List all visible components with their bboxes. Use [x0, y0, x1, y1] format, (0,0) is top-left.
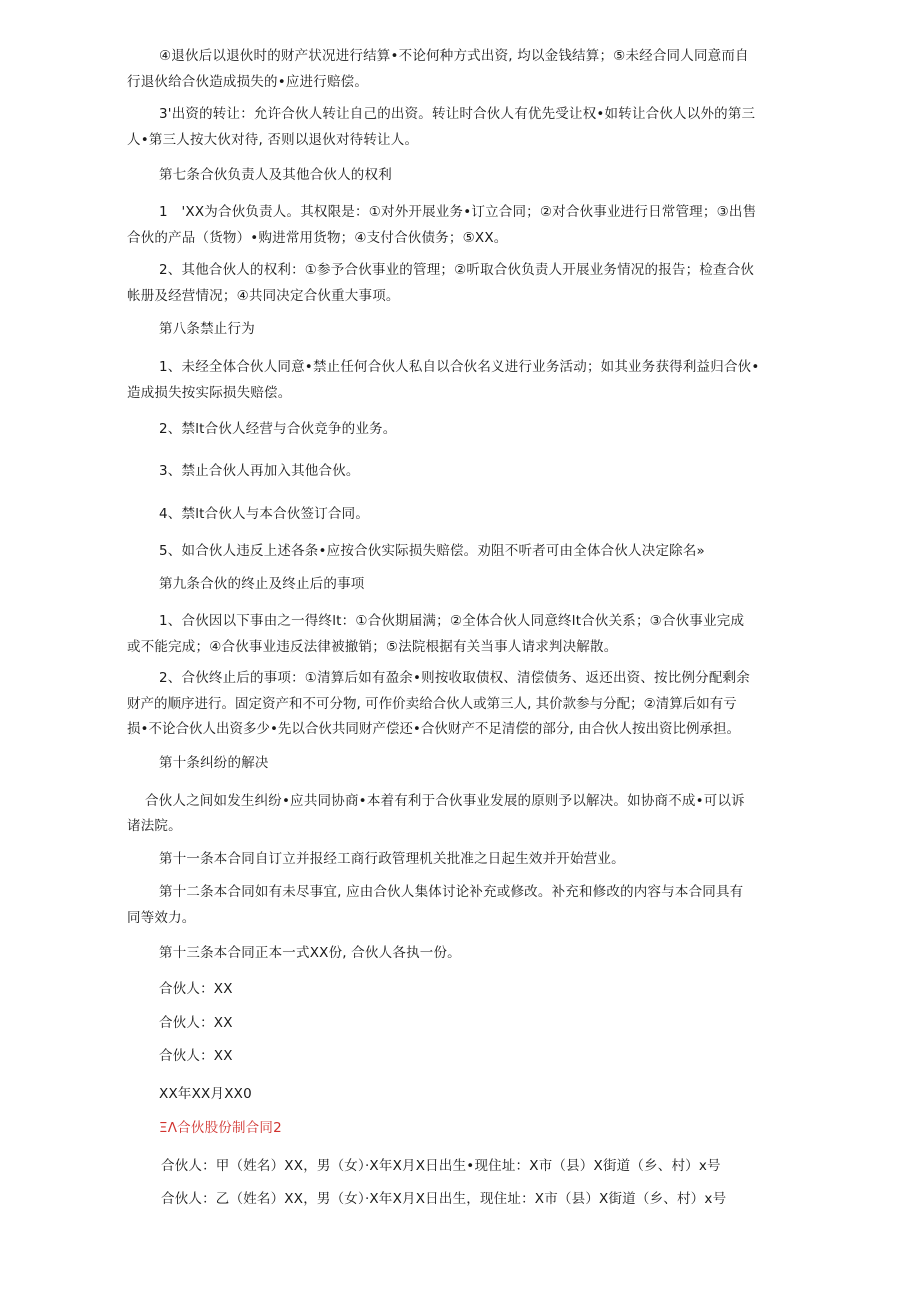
text-line: 2、其他合伙人的权利：①参予合伙事业的管理；②听取合伙负责人开展业务情况的报告；检查合伙 [159, 262, 755, 278]
text-line: 合伙人之间如发生纠纷•应共同协商•本着有利于合伙事业发展的原则予以解决。如协商不成•可以诉 [145, 793, 745, 809]
text-line: 4、禁lt合伙人与本合伙签订合同。 [159, 506, 370, 522]
text-line: 第十一条本合同自订立并报经工商行政管理机关批准之日起生效并开始营业。 [159, 851, 625, 867]
text-line: 3、禁止合伙人再加入其他合伙。 [159, 463, 360, 479]
text-line: 2、禁lt合伙人经营与合伙竞争的业务。 [159, 421, 397, 437]
text-line: 损•不论合伙人出资多少•先以合伙共同财产偿还•合伙财产不足清偿的部分, 由合伙人按出资比例承担。 [127, 721, 740, 737]
text-line: 合伙的产品（货物）•购进常用货物；④支付合伙债务；⑤XX。 [127, 230, 508, 246]
text-line: 或不能完成；④合伙事业违反法律被撤销；⑤法院根据有关当事人请求判决解散。 [127, 639, 618, 655]
signature-line: 合伙人：XX [159, 981, 233, 997]
section-heading: 第七条合伙负责人及其他合伙人的权利 [159, 167, 392, 183]
text-line: 1 'XX为合伙负责人。其权限是：①对外开展业务•订立合同；②对合伙事业进行日常管理；③出售 [159, 204, 757, 220]
signature-line: 合伙人：XX [159, 1048, 233, 1064]
text-line: 人•第三人按大伙对待, 否则以退伙对待转让人。 [127, 132, 419, 148]
section-heading: 第八条禁止行为 [159, 321, 255, 337]
section-heading: 第十条纠纷的解决 [159, 755, 269, 771]
text-line: 财产的顺序进行。固定资产和不可分物, 可作价卖给合伙人或第三人, 其价款参与分配；②清算后如有亏 [127, 696, 737, 712]
text-line: 诸法院。 [127, 818, 182, 834]
signature-line: 合伙人：XX [159, 1015, 233, 1031]
text-line: 同等效力。 [127, 910, 196, 926]
text-line: 1、未经全体合伙人同意•禁止任何合伙人私自以合伙名义进行业务活动；如其业务获得利益归合伙• [159, 359, 760, 375]
text-line: 第十二条本合同如有未尽事宜, 应由合伙人集体讨论补充或修改。补充和修改的内容与本合同具有 [159, 884, 744, 900]
text-line: 2、合伙终止后的事项：①清算后如有盈余•则按收取债权、清偿债务、返还出资、按比例分配剩余 [159, 670, 750, 686]
section-heading: 第九条合伙的终止及终止后的事项 [159, 576, 365, 592]
text-line: 合伙人：乙（姓名）XX，男（女）·X年X月X日出生，现住址：X市（县）X街道（乡、村）x号 [161, 1191, 727, 1207]
red-section-title: ΞΛ合伙股份制合同2 [159, 1120, 282, 1136]
date-line: XX年XX月XX0 [159, 1086, 252, 1102]
text-line: ④退伙后以退伙时的财产状况进行结算•不论何种方式出资, 均以金钱结算；⑤未经合同人同意而自 [159, 48, 749, 64]
text-line: 第十三条本合同正本一式XX份, 合伙人各执一份。 [159, 945, 461, 961]
text-line: 合伙人：甲（姓名）XX，男（女）·X年X月X日出生•现住址：X市（县）X街道（乡、村）x号 [161, 1158, 721, 1174]
text-line: 行退伙给合伙造成损失的•应进行赔偿。 [127, 74, 369, 90]
text-line: 3'出资的转让：允许合伙人转让自己的出资。转让时合伙人有优先受让权•如转让合伙人以外的第三 [159, 106, 756, 122]
text-line: 5、如合伙人违反上述各条•应按合伙实际损失赔偿。劝阻不听者可由全体合伙人决定除名» [159, 543, 706, 559]
text-line: 造成损失按实际损失赔偿。 [127, 385, 292, 401]
text-line: 1、合伙因以下事由之一得终lt：①合伙期届满；②全体合伙人同意终lt合伙关系；③合伙事业完成 [159, 613, 745, 629]
text-line: 帐册及经营情况；④共同决定合伙重大事项。 [127, 288, 400, 304]
